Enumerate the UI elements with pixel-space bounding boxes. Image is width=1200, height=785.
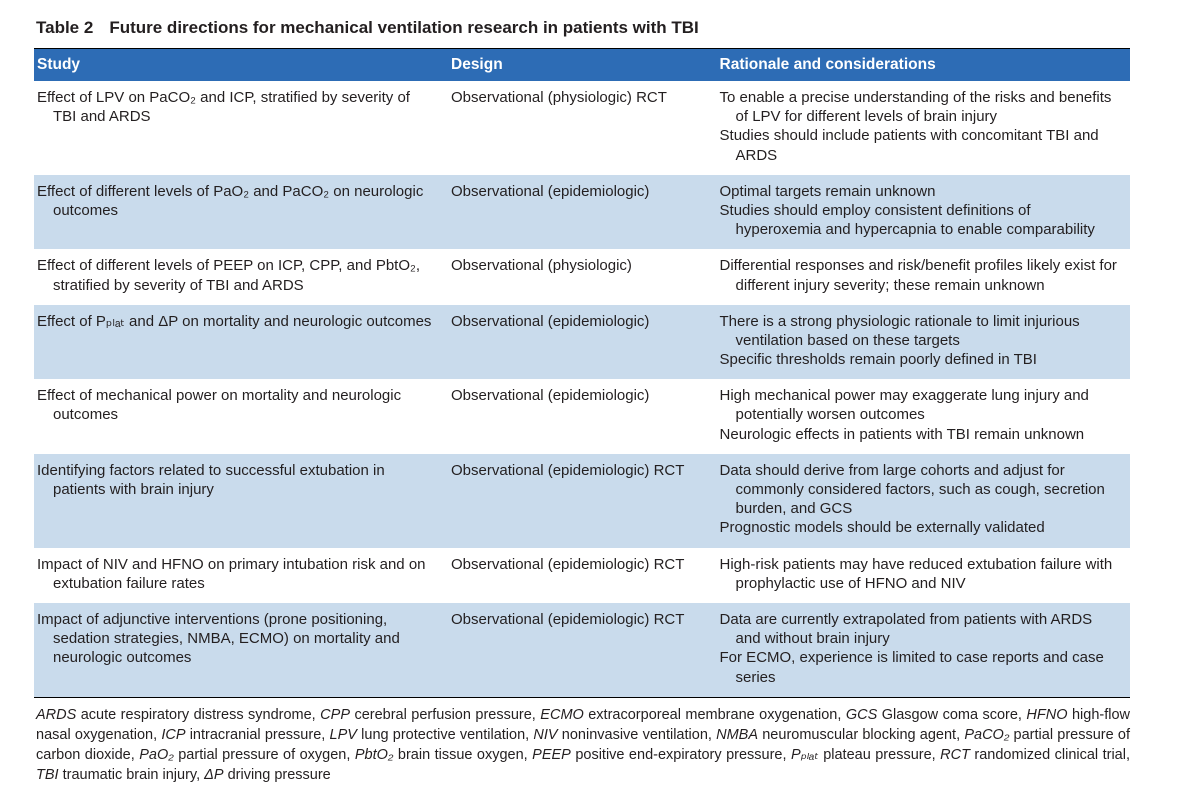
abbr-definition: Glasgow coma score,	[877, 706, 1027, 723]
abbr-term: ARDS	[36, 706, 77, 723]
table-caption-title: Future directions for mechanical ventilation research in patients with TBI	[109, 18, 699, 37]
abbr-term: ECMO	[540, 706, 584, 723]
table-figure	[34, 18, 1130, 785]
abbr-term: LPV	[329, 726, 357, 743]
abbr-term: GCS	[845, 706, 878, 723]
study-cell: Identifying factors related to successful extubation in patients with brain injury	[37, 461, 385, 498]
study-cell: Effect of Pₚₗₐₜ and ΔP on mortality and neurologic outcomes	[37, 312, 432, 330]
table-row	[34, 379, 1130, 454]
rationale-cell: High-risk patients may have reduced extubation failure with prophylactic use of HFNO and NIV	[719, 555, 1113, 592]
table-row	[34, 548, 1130, 603]
abbr-definition: driving pressure	[223, 766, 331, 783]
abbr-definition: extracorporeal membrane oxygenation,	[583, 706, 846, 723]
design-cell: Observational (epidemiologic)	[451, 312, 650, 330]
study-cell: Impact of adjunctive interventions (prone positioning, sedation strategies, NMBA, ECMO) on mortality and neurologic outcomes	[37, 610, 400, 667]
abbr-definition: positive end-expiratory pressure,	[570, 746, 791, 763]
abbr-term: HFNO	[1026, 706, 1068, 723]
design-cell: Observational (epidemiologic) RCT	[451, 555, 685, 573]
study-cell: Effect of mechanical power on mortality and neurologic outcomes	[37, 387, 402, 424]
design-cell: Observational (epidemiologic) RCT	[451, 610, 685, 628]
rationale-cell: Differential responses and risk/benefit profiles likely exist for different injury severity; these remain unknown	[719, 257, 1117, 294]
table-caption-label: Table 2	[36, 18, 94, 37]
abbr-term: TBI	[36, 766, 59, 783]
abbr-term: RCT	[940, 746, 970, 763]
rationale-cell: To enable a precise understanding of the risks and benefits of LPV for different levels of brain injury Studies should include patients with concomitant TBI and ARDS	[719, 89, 1112, 164]
abbr-term: PaCO₂	[964, 726, 1010, 743]
rationale-cell: Data should derive from large cohorts and adjust for commonly considered factors, such as cough, secretion burden, and GCS Prognostic models should be externally validated	[719, 461, 1105, 537]
rationale-cell: Optimal targets remain unknown Studies should employ consistent definitions of hyperoxemia and hypercapnia to enable comparability	[719, 182, 1095, 239]
table-body	[34, 81, 1130, 697]
abbr-definition: traumatic brain injury,	[58, 766, 205, 783]
abbr-definition: noninvasive ventilation,	[557, 726, 717, 743]
abbr-term: NIV	[533, 726, 558, 743]
rationale-cell: Data are currently extrapolated from patients with ARDS and without brain injury For ECMO, experience is limited to case reports and case series	[719, 610, 1104, 686]
design-cell: Observational (epidemiologic)	[451, 387, 650, 405]
table-caption	[36, 18, 1130, 38]
table-row	[34, 249, 1130, 304]
abbr-term: ΔP	[204, 766, 224, 783]
table-row	[34, 454, 1130, 548]
design-cell: Observational (physiologic)	[451, 257, 632, 275]
abbr-definition: partial pressure of oxygen,	[173, 746, 355, 763]
abbr-definition: lung protective ventilation,	[356, 726, 534, 743]
abbr-definition: high-flow nasal oxygenation,	[36, 706, 1130, 743]
design-cell: Observational (epidemiologic) RCT	[451, 461, 685, 479]
table-row	[34, 81, 1130, 175]
study-cell: Effect of LPV on PaCO₂ and ICP, stratified by severity of TBI and ARDS	[37, 89, 410, 126]
abbr-term: NMBA	[716, 726, 759, 743]
table-row	[34, 175, 1130, 250]
abbr-definition: cerebral perfusion pressure,	[350, 706, 541, 723]
table-row	[34, 603, 1130, 697]
design-cell: Observational (physiologic) RCT	[451, 89, 667, 106]
abbr-definition: brain tissue oxygen,	[393, 746, 533, 763]
study-cell: Effect of different levels of PaO₂ and PaCO₂ on neurologic outcomes	[37, 182, 424, 219]
rationale-cell: High mechanical power may exaggerate lung injury and potentially worsen outcomes Neurologic effects in patients with TBI remain unknown	[719, 387, 1089, 443]
table-header-row	[34, 49, 1130, 82]
abbr-term: CPP	[320, 706, 350, 723]
abbr-definition: acute respiratory distress syndrome,	[76, 706, 321, 723]
study-cell: Impact of NIV and HFNO on primary intubation risk and on extubation failure rates	[37, 555, 426, 592]
abbr-definition: partial pressure of carbon dioxide,	[36, 726, 1130, 763]
abbr-definition: randomized clinical trial,	[969, 746, 1130, 763]
column-header-design: Design	[445, 49, 714, 82]
abbr-term: PbtO₂	[354, 746, 394, 763]
abbr-term: PaO₂	[139, 746, 174, 763]
abbr-definition: neuromuscular blocking agent,	[758, 726, 965, 743]
abbr-definition: intracranial pressure,	[185, 726, 330, 743]
column-header-rationale: Rationale and considerations	[714, 49, 1130, 82]
rationale-cell: There is a strong physiologic rationale to limit injurious ventilation based on these targets Specific thresholds remain poorly defined in TBI	[719, 312, 1080, 369]
footnote	[36, 705, 1130, 785]
future-directions-table	[34, 48, 1130, 698]
column-header-study: Study	[34, 49, 445, 82]
table-row	[34, 305, 1130, 380]
design-cell: Observational (epidemiologic)	[451, 182, 650, 200]
study-cell: Effect of different levels of PEEP on ICP, CPP, and PbtO₂, stratified by severity of TBI and ARDS	[37, 257, 420, 294]
abbr-term: ICP	[161, 726, 186, 743]
abbr-term: PEEP	[532, 746, 571, 763]
abbr-term: Pₚₗₐₜ	[790, 746, 819, 763]
abbr-definition: plateau pressure,	[818, 746, 941, 763]
